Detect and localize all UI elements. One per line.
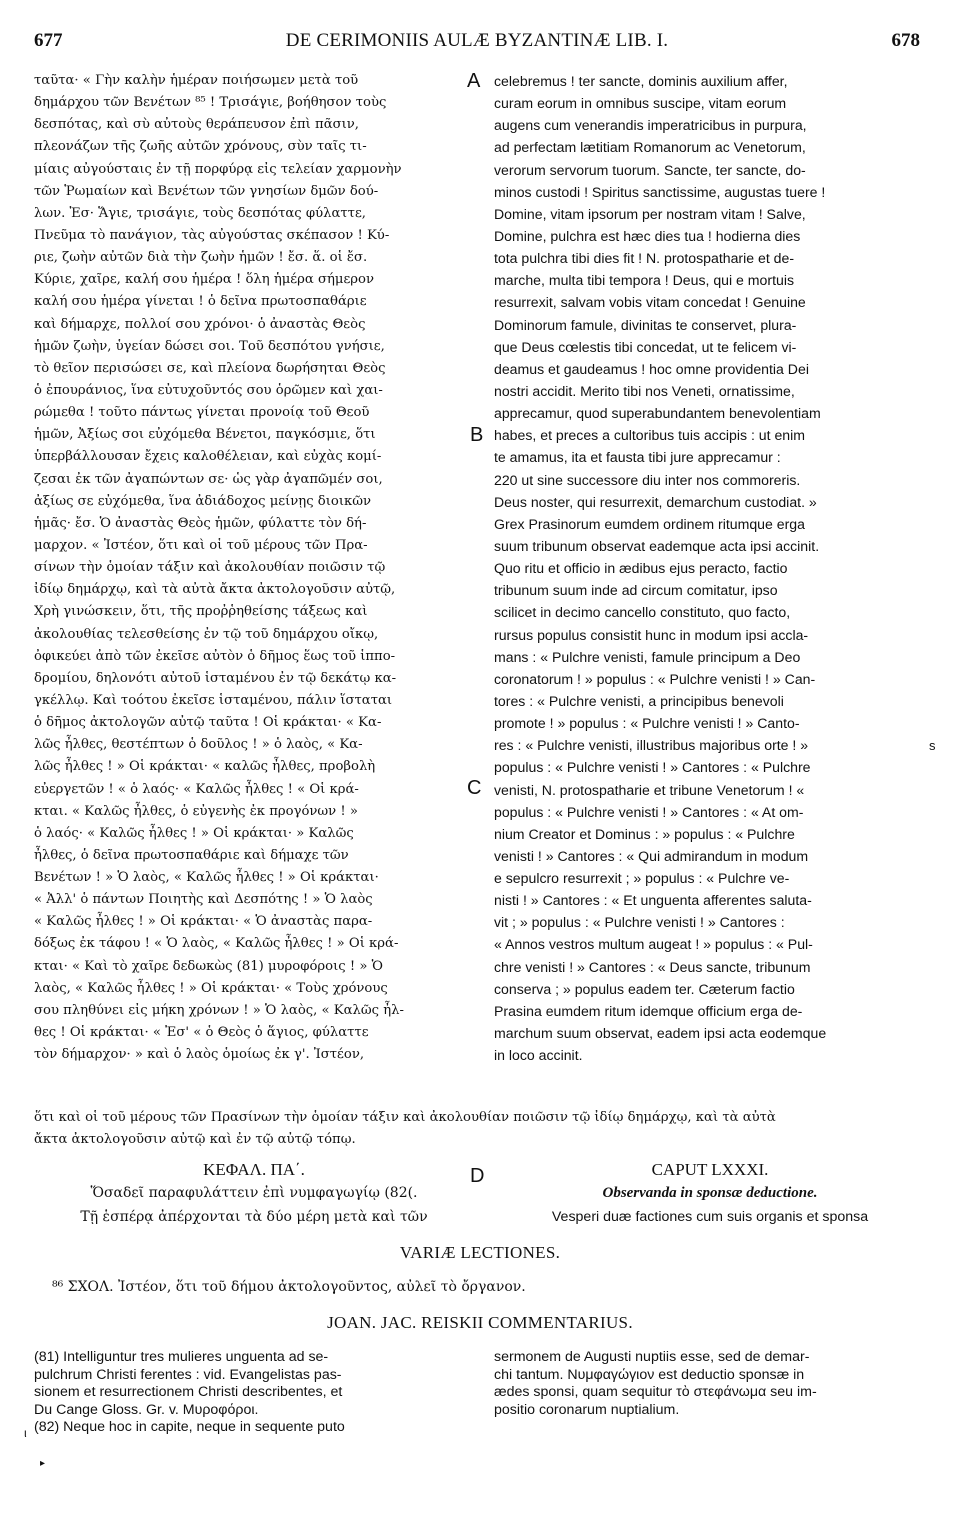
page-number-right: 678 [891,30,920,51]
text-line: λων. Ἐσ· Ἅγιε, τρισάγιε, τοὺς δεσπότας φύλαττε, [34,205,366,221]
text-line: coronatorum ! » populus : « Pulchre venisti ! » Can- [494,670,816,687]
latin-text-column [494,70,926,1066]
text-line: populus : « Pulchre venisti ! » Cantores : « At om- [494,803,804,820]
commentary-line: sionem et resurrectionem Christi describentes, et [34,1384,343,1400]
text-line: ἡμᾶς· ἔσ. Ὁ ἀναστὰς Θεὸς ἡμῶν, φύλαττε τὸν δή- [34,515,367,531]
text-line: γκέλλῳ. Καὶ τοότου ἐκεῖσε ἱσταμένου, πάλιν ἵσταται [34,692,393,708]
text-line: verorum servorum tuorum. Sancte, ter sancte, do- [494,161,806,178]
text-line: θες ! Οἱ κράκται· « Ἐσ' « ὁ Θεὸς ὁ ἅγιος, φύλαττε [34,1025,369,1041]
text-line: ὁ ἐπουράνιος, ἵνα εὐτυχοῦντός σου ὁρῶμεν καὶ χαι- [34,382,383,398]
full-width-line-1: ὅτι καὶ οἱ τοῦ μέρους τῶν Πρασίνων τὴν ὁμοίαν τάξιν καὶ ἀκολουθίαν ποιῶσιν τῷ ἰδίῳ δημάρχῳ, καὶ τὰ αὐτὰ [34,1110,776,1125]
text-line: Domine, pulchra est hæc dies tua ! hodierna dies [494,227,801,244]
text-line: Prasina eumdem ritum idemque officium erga de- [494,1002,803,1019]
text-line: εὐεργετῶν ! « ὁ λαός· « Καλῶς ἦλθες ! « Οἱ κρά- [34,781,359,797]
margin-mark-s: s [929,738,936,753]
text-line: promote ! » populus : « Pulchre venisti ! » Canto- [494,715,800,732]
text-line: habes, et preces a cultoribus tuis accipis : ut enim [494,427,805,444]
text-line: nisti ! » Cantores : « Et unguenta afferentes saluta- [494,892,812,909]
text-line: τῶν Ῥωμαίων καὶ Βενέτων τῶν γνησίων δμῶν δού- [34,183,379,199]
text-line: ἀκολουθίας τελεσθείσης ἐν τῷ τοῦ δημάρχου οἴκῳ, [34,626,379,642]
text-line: δημάρχου τῶν Βενέτων ⁸⁵ ! Τρισάγιε, βοήθησον τοὺς [34,95,387,111]
text-line: nium Creator et Dominus : » populus : « Pulchre [494,825,795,842]
text-line: ζεσαι ἐκ τῶν ἀγαπώντων σε· ὡς γὰρ ἀγαπῶμέν σοι, [34,471,383,487]
text-line: ἡμῶν, Ἀξίως σοι εὐχόμεθα Βένετοι, παγκόσμιε, ὅτι [34,427,376,443]
text-line: populus : « Pulchre venisti ! » Cantores : « Pulchre [494,759,811,776]
text-line: ὁ δῆμος ἀκτολογῶν αὐτῷ ταῦτα ! Οἱ κράκται· « Κα- [34,715,382,731]
commentary-line: pulchrum Christi ferentes : vid. Evangelistas pas- [34,1366,342,1383]
text-line: in loco accinit. [494,1047,583,1064]
text-line: venisti, N. protospatharie et tribune Venetorum ! « [494,781,805,798]
text-line: minos custodi ! Spiritus sanctissime, augustas tuere ! [494,183,826,200]
text-line: chre venisti ! » Cantores : « Deus sancte, tribunum [494,958,811,975]
text-line: scilicet in decimo cancello constituto, quo facto, [494,604,791,621]
text-line: τὸν δήμαρχον· » καὶ ὁ λαὸς ὁμοίως ἐκ γ'. Ἰστέον, [34,1047,365,1063]
text-line: καλή σου ἡμέρα γίνεται ! ὁ δεῖνα πρωτοσπαθάριε [34,294,367,310]
commentary-line: Du Cange Gloss. Gr. v. Μυροφόροι. [34,1401,259,1418]
text-line: Χρὴ γινώσκειν, ὅτι, τῆς προῤῥηθείσης τάξεως καὶ [34,604,368,620]
text-line: ἀξίως σε εὐχόμεθα, ἵνα ἀδιάδοχος μείνῃς διοικῶν [34,493,372,509]
text-line: καὶ δήμαρχε, πολλοί σου χρόνοι· ὁ ἀναστὰς Θεὸς [34,316,366,332]
text-line: e sepulcro resurrexit ; » populus : « Pulchre ve- [494,870,790,887]
text-line: ὑπερβάλλουσαν ἔχεις καλοθέλειαν, καὶ εὐχὰς κομί- [34,449,382,465]
text-line: σίνων τὴν ὁμοίαν τάξιν καὶ ἀκολουθίαν ποιῶσιν τῷ [34,560,386,576]
text-line: ad perfectam lætitiam Romanorum ac Venetorum, [494,139,806,156]
text-line: ἡμῶν ζωὴν, ὑγείαν δώσει σοι. Τοῦ δεσπότου γνήσιε, [34,338,385,354]
text-line: tribunum suum inde ad circum comitatur, ipso [494,582,778,599]
text-line: « Καλῶς ἦλθες ! » Οἱ κράκται· « Ὁ ἀναστὰς παρα- [34,914,373,930]
chapter-heading-greek: ΚΕΦΑΛ. ΠΑ΄. [203,1160,305,1179]
text-line: ὁ λαός· « Καλῶς ἦλθες ! » Οἱ κράκται· » Καλῶς [34,825,354,841]
chapter-text-greek: Τῇ ἑσπέρᾳ ἀπέρχονται τὰ δύο μέρη μετὰ καὶ τῶν [80,1209,428,1225]
running-title: DE CERIMONIIS AULÆ BYZANTINÆ LIB. I. [285,30,669,51]
text-line: Deus noster, qui resurrexit, demarchum custodiat. » [494,493,817,510]
text-line: conserva ; » populus eadem ter. Cæterum factio [494,980,795,997]
chapter-heading-latin: CAPUT LXXXI. [651,1160,769,1179]
text-line: venisti ! » Cantores : « Qui admirandum in modum [494,847,809,864]
text-line: μαρχον. « Ἰστέον, ὅτι καὶ οἱ τοῦ μέρους τῶν Πρα- [34,537,368,553]
commentary-line: (81) Intelliguntur tres mulieres unguenta ad se- [34,1349,329,1365]
text-line: vit ; » populus : « Pulchre venisti ! » Cantores : [494,914,785,931]
text-line: celebremus ! ter sancte, dominis auxilium affer, [494,73,788,89]
variae-lectiones-note: ⁸⁶ ΣΧΟΛ. Ἰστέον, ὅτι τοῦ δήμου ἀκτολογοῦντος, αὐλεῖ τὸ ὄργανον. [52,1279,526,1295]
chapter-subtitle-greek: Ὅσαδεῖ παραφυλάττειν ἐπὶ νυμφαγωγίῳ (82(. [90,1185,418,1201]
text-line: resurrexit, salvam vobis vitam concedat ! Genuine [494,294,806,311]
text-line: ὀφικεύει ἀπὸ τῶν ἐκεῖσε αὐτὸν ὁ δῆμος ἕως τοῦ ἱππο- [34,648,396,664]
section-marker-d: D [470,1165,485,1187]
text-line: ἰδίῳ δημάρχῳ, καὶ τὰ αὐτὰ ἄκτα ἀκτολογοῦσιν αὐτῷ, [34,582,396,598]
text-line: μίαις αὐγούσταις ἐν τῇ πορφύρᾳ εἰς τελείαν χαρμονὴν [34,161,402,177]
commentary-line: chi tantum. Νυμφαγώγιον est deductio sponsæ in [494,1366,805,1383]
chapter-text-latin: Vesperi duæ factiones cum suis organis et sponsa [551,1209,869,1225]
text-line: res : « Pulchre venisti, illustribus majoribus orte ! » [494,737,809,754]
text-line: δρομίου, δηλονότι αὐτοῦ ἱσταμένου ἐν τῷ δεκάτῳ κα- [34,670,397,686]
text-line: que Deus cœlestis tibi concedat, ut te felicem vi- [494,338,797,355]
commentary-left-column [34,1349,474,1437]
text-line: tores : « Pulchre venisti, a principibus benevoli [494,692,784,709]
text-line: « Ἀλλ' ὁ πάντων Ποιητὴς καὶ Δεσπότης ! » Ὁ λαὸς [34,892,373,908]
text-line: « Annos vestros multum augeat ! » populus : « Pul- [494,936,813,953]
text-line: mans : « Pulchre venisti, famule principum a Deo [494,648,801,665]
running-header [34,30,920,60]
text-line: Πνεῦμα τὸ πανάγιον, τὰς αὐγούστας σκέπασον ! Κύ- [34,227,390,243]
text-line: ρώμεθα ! τοῦτο πάντως γίνεται προνοίᾳ τοῦ Θεοῦ [34,405,370,421]
text-line: λῶς ἦλθες, θεστέπτων ὁ δοῦλος ! » ὁ λαὸς, « Κα- [34,737,363,753]
text-line: curam eorum in omnibus suscipe, vitam eorum [494,95,787,112]
text-line: marchum suum observat, eadem ipsi acta eodemque [494,1025,827,1042]
text-line: tota pulchra tibi dies fit ! N. protospatharie et de- [494,250,795,267]
text-line: marche, multa tibi tempora ! Deus, qui e mortuis [494,272,795,289]
text-line: 220 ut sine successore diu inter nos commoreris. [494,471,801,488]
commentary-line: positio coronarum nuptialium. [494,1401,680,1418]
text-line: te amamus, ita et fausta tibi jure apprecamur : [494,449,781,466]
chapter-subtitle-latin: Observanda in sponsæ deductione. [602,1185,818,1201]
text-line: Dominorum famule, divinitas te conservet, plura- [494,316,797,333]
text-line: δεσπότας, καὶ σὺ αὐτοὺς θεράπευσον ἐπὶ πᾶσιν, [34,117,359,133]
text-line: augens cum venerandis imperatricibus in purpura, [494,117,807,134]
stray-print-mark: ▸ [40,1458,46,1469]
variae-lectiones-heading: VARIÆ LECTIONES. [399,1243,561,1262]
text-line: σου πληθύνει εἰς μήκη χρόνων ! » Ὁ λαὸς, « Καλῶς ἦλ- [34,1002,404,1018]
text-line: κται· « Καὶ τὸ χαῖρε δεδωκὼς (81) μυροφόροις ! » Ὁ [34,958,383,974]
commentary-right-column [494,1349,926,1419]
text-line: deamus et gaudeamus ! hoc omne providentia Dei [494,360,809,377]
text-line: rursus populus consistit hunc in modum ipsi accla- [494,626,809,643]
text-line: τὸ θεῖον περισώσει σε, καὶ πλείονα δωρήσηται Θεὸς [34,360,386,376]
text-line: ταῦτα· « Γὴν καλὴν ἡμέραν ποιήσωμεν μετὰ τοῦ [34,73,359,88]
commentary-line: (82) Neque hoc in capite, neque in sequente puto [34,1419,345,1435]
commentary-line: ædes sponsi, quam sequitur τὸ στεφάνωμα seu im- [494,1384,817,1400]
text-line: δόξως ἐκ τάφου ! « Ὁ λαὸς, « Καλῶς ἦλθες ! » Οἱ κρά- [34,936,399,952]
section-marker-b: B [470,424,484,446]
text-line: Βενέτων ! » Ὁ λαὸς, « Καλῶς ἦλθες ! » Οἱ κράκται· [34,870,379,886]
text-line: Κύριε, χαῖρε, καλή σου ἡμέρα ! ὅλη ἡμέρα σήμερον [34,272,374,288]
commentary-margin-mark: ι [24,1426,27,1440]
text-line: suum tribunum observat eademque acta ipsi accinit. [494,537,820,554]
section-marker-a: A [467,70,481,92]
greek-text-column [34,70,464,1066]
text-line: ριε, ζωὴν αὐτῶν διὰ τὴν ζωὴν ἡμῶν ! ἔσ. ἅ. οἱ ἔσ. [34,250,368,266]
commentary-heading: JOAN. JAC. REISKII COMMENTARIUS. [327,1313,633,1332]
section-marker-c: C [467,777,482,799]
text-line: ἦλθες, ὁ δεῖνα πρωτοσπαθάριε καὶ δήμαχε τῶν [34,847,349,863]
text-line: Domine, vitam ipsorum per nostram vitam ! Salve, [494,205,806,222]
text-line: λῶς ἦλθες ! » Οἱ κράκται· « καλῶς ἦλθες, προβολὴ [34,759,376,775]
commentary-line: sermonem de Augusti nuptiis esse, sed de demar- [494,1349,810,1365]
text-line: Grex Prasinorum eumdem ordinem ritumque erga [494,515,805,532]
text-line: κται. « Καλῶς ἦλθες, ὁ εὐγενὴς ἐκ προγόνων ! » [34,803,358,819]
text-line: πλεονάζων τῆς ζωῆς αὐτῶν χρόνους, σὺν ταῖς τι- [34,139,367,155]
text-line: Quo ritu et officio in ædibus ejus peracto, factio [494,560,788,577]
text-line: nostri accidit. Merito tibi nos Veneti, ornatissime, [494,382,795,399]
page-number-left: 677 [34,30,63,51]
full-width-line-2: ἄκτα ἀκτολογοῦσιν αὐτῷ καὶ ἐν τῷ αὐτῷ τόπῳ. [34,1132,356,1147]
text-line: apprecamur, quod superabundantem benevolentiam [494,405,821,422]
text-line: λαὸς, « Καλῶς ἦλθες ! » Οἱ κράκται· « Τοὺς χρόνους [34,980,388,996]
